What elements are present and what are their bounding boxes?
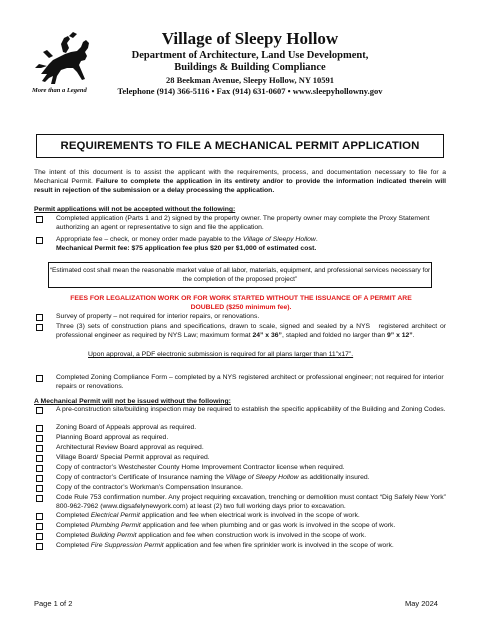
fee-payee: Village of Sleepy Hollow: [243, 236, 316, 243]
intro-bold-text: Failure to complete the application in its entirety and/or to provide the information indicated therein will result in rejection of the submission or a delay processing the application.: [34, 178, 446, 195]
page-number: Page 1 of 2: [34, 599, 73, 608]
item-village-board: Village Board/ Special Permit approval as required.: [56, 454, 210, 461]
permit-name: Fire Suppression Permit: [90, 542, 164, 549]
contact-line: Telephone (914) 366-5116 • Fax (914) 631-0607 • www.sleepyhollowny.gov: [117, 86, 383, 96]
plans-fold-size: 9” x 12”: [387, 332, 413, 340]
logo-caption: More than a Legend: [32, 87, 87, 94]
insurance-text: Copy of contractor’s Certificate of Insurance naming the: [56, 474, 226, 481]
fee-amount: Mechanical Permit fee: $75 application fee plus $20 per $1,000 of estimated cost.: [56, 245, 317, 253]
permit-name: Building Permit: [90, 532, 137, 539]
item-inspection: A pre-construction site/building inspection may be required to establish the specific applicability of the Building and Zoning Codes.: [56, 406, 446, 413]
plans-text: Three (3) sets of construction plans and specifications, drawn to scale, signed and sealed by a NYS registered architect or professional engineer as required by NYS Law; maximum format: [56, 323, 446, 340]
checkbox-workers-comp[interactable]: [36, 485, 43, 492]
checkbox-fee[interactable]: [36, 237, 43, 244]
permit-pre: Completed: [56, 542, 91, 549]
checkbox-application[interactable]: [36, 216, 43, 223]
checkbox-village-board[interactable]: [36, 455, 43, 462]
insurance-text-2: as additionally insured.: [298, 474, 370, 481]
permit-pre: Completed: [56, 512, 91, 519]
section1-heading: Permit applications will not be accepted without the following:: [34, 206, 236, 213]
plans-period: .: [412, 332, 415, 340]
checkbox-building[interactable]: [36, 533, 43, 540]
item-plans-pdf: Upon approval, a PDF electronic submission is required for all plans larger than 11”x17”.: [88, 351, 354, 358]
plans-text-2: , stapled and folded no larger than: [281, 332, 387, 340]
permit-pre: Completed: [56, 522, 91, 529]
checkbox-code-rule[interactable]: [36, 495, 43, 502]
item-fee: [56, 235, 446, 253]
village-title: Village of Sleepy Hollow: [161, 29, 339, 48]
item-building-permit: [56, 531, 446, 540]
department-line-1: Department of Architecture, Land Use Development,: [131, 50, 369, 61]
department-line-2: Buildings & Building Compliance: [174, 62, 326, 73]
item-plumbing-permit: [56, 521, 446, 530]
permit-post: application and fee when fire sprinkler work is involved in the scope of work.: [163, 542, 394, 549]
checkbox-inspection[interactable]: [36, 407, 43, 414]
checkbox-zba[interactable]: [36, 425, 43, 432]
item-electrical-permit: [56, 511, 446, 520]
intro-text: The intent of this document is to assist the applicant with the requirements, process, and documentation necessary to file for a Mechanical Permit.: [34, 169, 446, 186]
item-zba: Zoning Board of Appeals approval as required.: [56, 424, 197, 431]
checkbox-fire-suppression[interactable]: [36, 543, 43, 550]
estimated-cost-quote: “Estimated cost shall mean the reasonable market value of all labor, materials, equipment, and professional services necessary for the completion of the proposed project”: [48, 262, 432, 288]
item-code-rule: Code Rule 753 confirmation number. Any project requiring excavation, trenching or demolition must contact “Dig Safely New York” 800-962-7962 (www.digsafelynewyork.com) at least (2) two full working days prior to excavation.: [56, 494, 446, 511]
plans-max-format: 24” x 36”: [252, 332, 282, 340]
fees-notice: FEES FOR LEGALIZATION WORK OR FOR WORK STARTED WITHOUT THE ISSUANCE OF A PERMIT ARE DOUBLED ($250 minimum fee).: [70, 295, 412, 312]
item-zoning: Completed Zoning Compliance Form – completed by a NYS registered architect or professional engineer; not required for interior repairs or renovations.: [56, 374, 444, 391]
permit-post: application and fee when plumbing and or gas work is involved in the scope of work.: [140, 522, 396, 529]
address: 28 Beekman Avenue, Sleepy Hollow, NY 10591: [165, 75, 335, 85]
checkbox-plans[interactable]: [36, 324, 43, 331]
permit-post: application and fee when electrical work is involved in the scope of work.: [139, 512, 360, 519]
item-planning: Planning Board approval as required.: [56, 434, 169, 441]
horseman-logo-icon: [33, 30, 95, 88]
checkbox-license[interactable]: [36, 465, 43, 472]
fee-text: Appropriate fee – check, or money order made payable to the: [56, 236, 244, 243]
section2-heading: A Mechanical Permit will not be issued without the following:: [34, 398, 231, 405]
checkbox-arb[interactable]: [36, 445, 43, 452]
item-license: Copy of contractor’s Westchester County Home Improvement Contractor license when required.: [56, 464, 345, 471]
item-arb: Architectural Review Board approval as required.: [56, 444, 204, 451]
fee-period: .: [315, 236, 318, 243]
checkbox-insurance[interactable]: [36, 475, 43, 482]
item-fire-suppression-permit: [56, 541, 446, 550]
intro-paragraph: [34, 168, 446, 196]
document-title: REQUIREMENTS TO FILE A MECHANICAL PERMIT APPLICATION: [36, 134, 444, 158]
item-completed-application: Completed application (Parts 1 and 2) signed by the property owner. The property owner may complete the Proxy Statement authorizing an agent or representative to sign and file the application.: [56, 215, 430, 232]
document-date: May 2024: [405, 599, 438, 608]
item-workers-comp: Copy of the contractor’s Workman’s Compensation Insurance.: [56, 484, 243, 491]
item-survey: Survey of property – not required for interior repairs, or renovations.: [56, 313, 260, 320]
insurance-village: Village of Sleepy Hollow: [225, 474, 299, 481]
permit-name: Plumbing Permit: [90, 522, 141, 529]
item-insurance: [56, 473, 446, 482]
checkbox-planning[interactable]: [36, 435, 43, 442]
permit-pre: Completed: [56, 532, 91, 539]
permit-name: Electrical Permit: [90, 512, 140, 519]
checkbox-survey[interactable]: [36, 314, 43, 321]
checkbox-zoning[interactable]: [36, 375, 43, 382]
checkbox-electrical[interactable]: [36, 513, 43, 520]
checkbox-plumbing[interactable]: [36, 523, 43, 530]
permit-post: application and fee when construction work is involved in the scope of work.: [136, 532, 367, 539]
item-plans: [56, 322, 446, 340]
